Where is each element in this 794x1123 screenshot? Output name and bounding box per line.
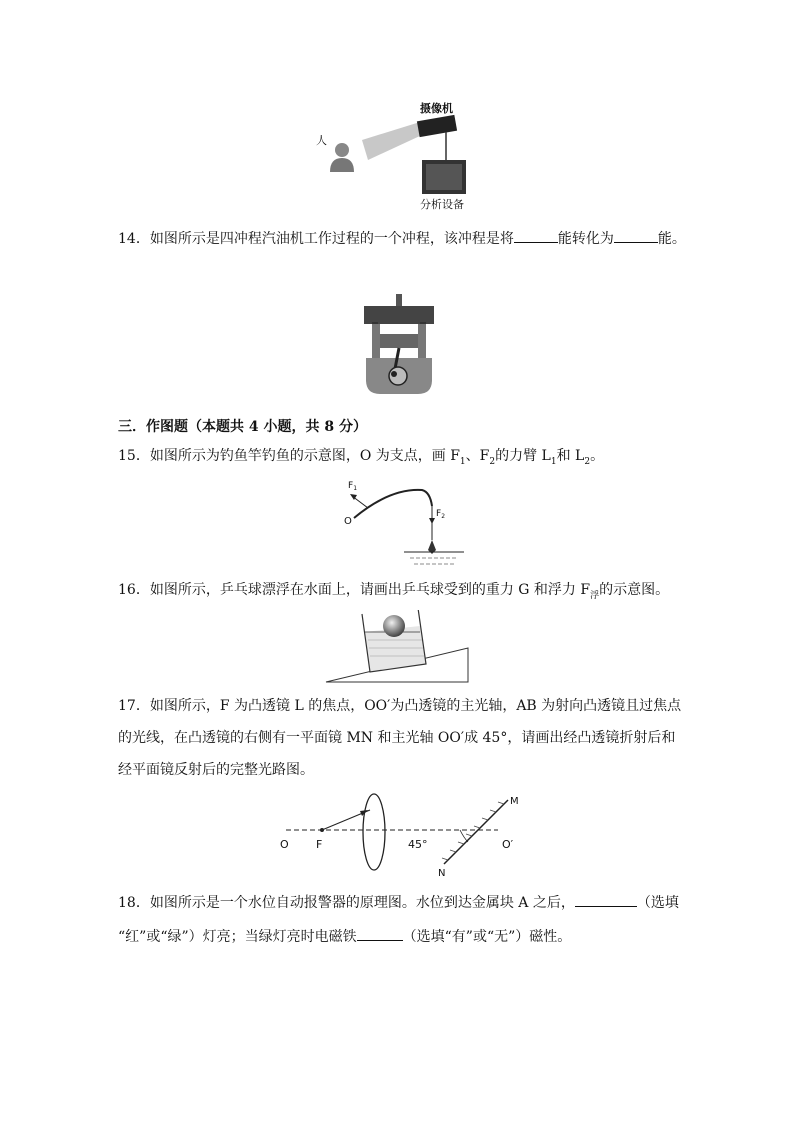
fishing-rod-figure [340, 476, 470, 570]
f2-arrowhead [429, 518, 435, 524]
angle-label: 45° [408, 838, 428, 851]
lens-mirror-figure [274, 792, 528, 878]
mirror-hatch [442, 802, 504, 860]
engine-figure [358, 292, 440, 396]
pivot-o-label: O [344, 516, 352, 527]
f2-label: $F_2$ [436, 509, 446, 520]
question-number: 18． [118, 895, 150, 911]
piston [380, 334, 418, 348]
angle-arc [460, 830, 468, 842]
question-text: 如图所示是四冲程汽油机工作过程的一个冲程，该冲程是将 [149, 231, 514, 247]
pingpong-figure [322, 610, 472, 686]
crankshaft [389, 367, 407, 385]
mirror-m-label: M [510, 796, 519, 807]
plane-mirror [444, 800, 508, 864]
question-number: 15． [118, 448, 150, 464]
question-18-line-2: “红”或“绿”）灯亮；当绿灯亮时电磁铁 （选填“有”或“无”）磁性。 [118, 926, 571, 947]
question-number: 14． [118, 231, 150, 247]
camera-beam [362, 122, 422, 160]
camera-label: 摄像机 [420, 102, 453, 115]
question-18: 18．如图所示是一个水位自动报警器的原理图。水位到达金属块 A 之后， （选填 [118, 892, 679, 913]
spark-plug [396, 294, 402, 306]
fishing-rod [354, 490, 432, 518]
question-17-line-2: 的光线，在凸透镜的右侧有一平面镜 MN 和主光轴 OO′成 45°，请画出经凸透镜折射后和 [118, 730, 676, 746]
crank-pin [391, 371, 397, 377]
question-14: 14．如图所示是四冲程汽油机工作过程的一个冲程，该冲程是将 能转化为 能。 [118, 228, 686, 249]
analysis-device-screen [426, 164, 462, 190]
answer-blank[interactable] [575, 892, 637, 907]
person-body [330, 158, 354, 172]
person-head [335, 143, 349, 157]
question-15: 15．如图所示为钓鱼竿钓鱼的示意图，O 为支点，画 $F_1$、$F_2$的力臂 $L_1$和 $L_2$。 [118, 448, 605, 467]
camera-person-figure [310, 100, 480, 215]
axis-o2-label: O′ [502, 838, 514, 851]
cylinder-head [364, 306, 434, 324]
question-17: 17．如图所示，F 为凸透镜 L 的焦点，OO′为凸透镜的主光轴，AB 为射向凸透镜且过焦点 [118, 698, 682, 714]
question-number: 16． [118, 582, 150, 598]
question-number: 17． [118, 698, 150, 714]
convex-lens [363, 794, 385, 870]
question-16: 16．如图所示，乒乓球漂浮在水面上，请画出乒乓球受到的重力 G 和浮力 $F_浮$的示意图。 [118, 582, 670, 601]
question-17-line-3: 经平面镜反射后的完整光路图。 [118, 762, 314, 778]
f1-label: $F_1$ [348, 481, 358, 492]
person-label: 人 [316, 134, 327, 147]
mirror-n-label: N [438, 868, 446, 878]
device-label: 分析设备 [420, 198, 464, 211]
answer-blank[interactable] [357, 926, 403, 941]
axis-o-label: O [280, 838, 289, 851]
pingpong-ball [383, 615, 405, 637]
section-title: 三．作图题（本题共 4 小题，共 8 分） [118, 419, 367, 435]
camera-body [417, 115, 457, 137]
focus-f-label: F [316, 838, 323, 851]
answer-blank[interactable] [514, 228, 558, 243]
answer-blank[interactable] [614, 228, 658, 243]
